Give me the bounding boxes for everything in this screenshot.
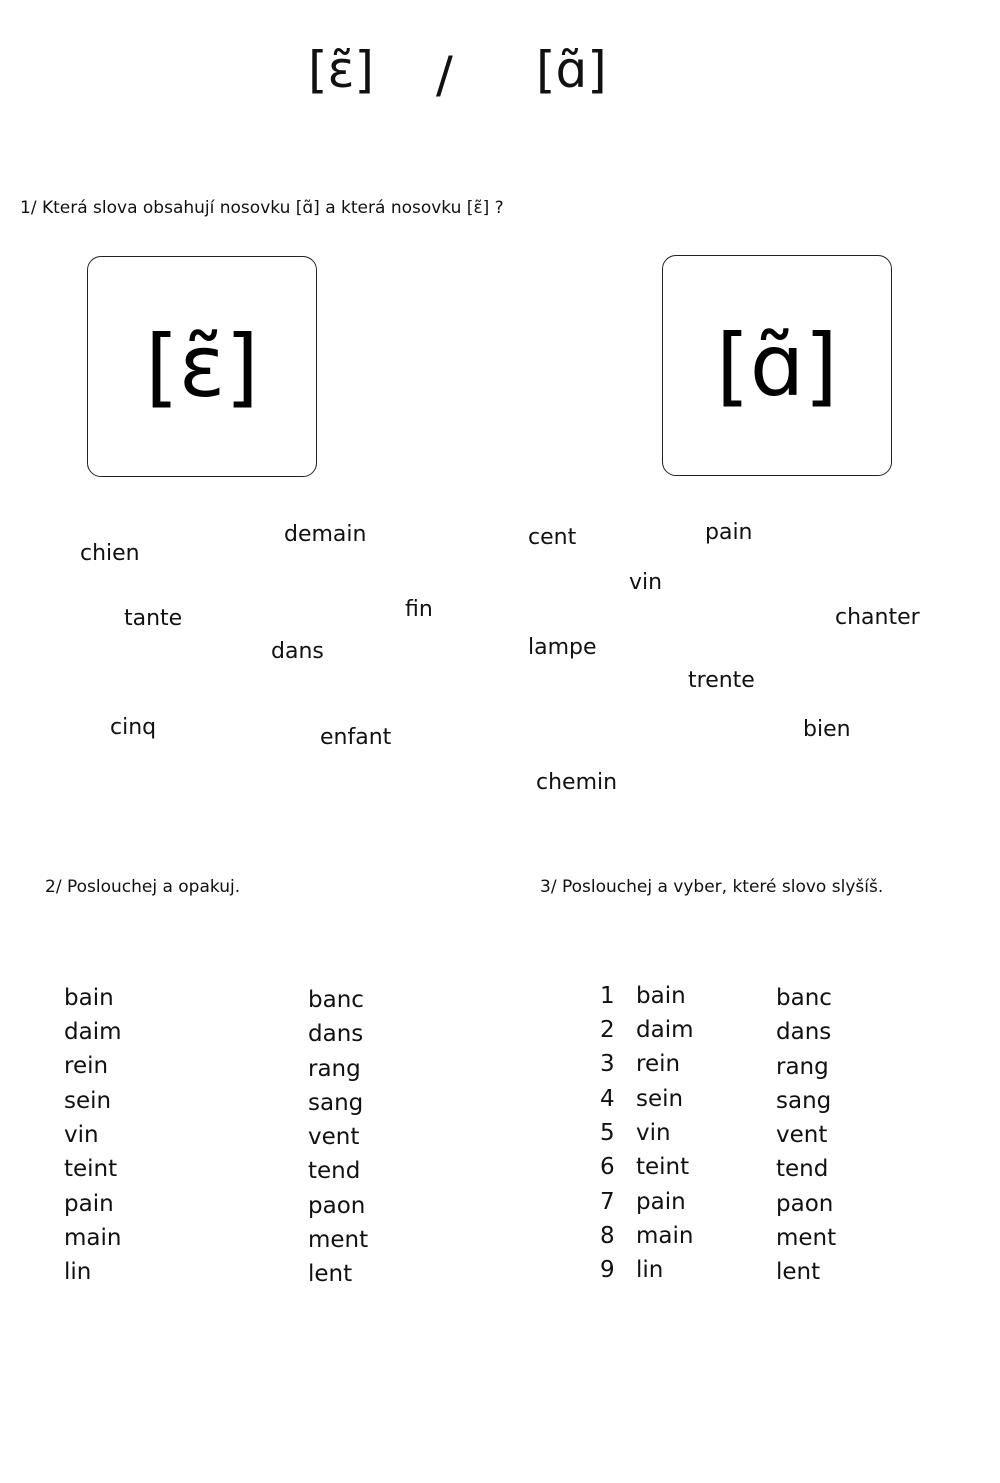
task3-number: 6 bbox=[600, 1154, 615, 1180]
task2-word: daim bbox=[64, 1019, 122, 1045]
draggable-word[interactable]: chanter bbox=[835, 605, 920, 630]
draggable-word[interactable]: chien bbox=[80, 541, 140, 566]
draggable-word[interactable]: enfant bbox=[320, 725, 392, 750]
draggable-word[interactable]: fin bbox=[405, 597, 433, 622]
task3-choice-word[interactable]: daim bbox=[636, 1017, 694, 1043]
task2-word: dans bbox=[308, 1021, 364, 1047]
draggable-word[interactable]: lampe bbox=[528, 635, 597, 660]
task3-choice-word[interactable]: dans bbox=[776, 1019, 832, 1045]
draggable-word[interactable]: cinq bbox=[110, 715, 157, 740]
task3-choice-word[interactable]: vin bbox=[636, 1120, 671, 1146]
title-symbol-a-nasal: [ɑ̃] bbox=[536, 41, 607, 99]
task2-word: rein bbox=[64, 1053, 109, 1079]
task3-choice-word[interactable]: vent bbox=[776, 1122, 828, 1148]
task3-choice-word[interactable]: paon bbox=[776, 1191, 834, 1217]
task2-word: pain bbox=[64, 1191, 114, 1217]
task3-number: 7 bbox=[600, 1189, 615, 1215]
task2-word: sein bbox=[64, 1088, 112, 1114]
task3-choice-word[interactable]: sein bbox=[636, 1086, 684, 1112]
task3-number: 5 bbox=[600, 1120, 615, 1146]
draggable-word[interactable]: pain bbox=[705, 520, 753, 545]
task3-choice-word[interactable]: ment bbox=[776, 1225, 837, 1251]
task3-choice-word[interactable]: lin bbox=[636, 1257, 664, 1283]
drop-box-e-nasal-label: [ɛ̃] bbox=[145, 316, 259, 417]
task3-choice-word[interactable]: teint bbox=[636, 1154, 690, 1180]
draggable-word[interactable]: dans bbox=[271, 639, 324, 664]
title-separator: / bbox=[436, 46, 453, 104]
draggable-word[interactable]: demain bbox=[284, 522, 367, 547]
draggable-word[interactable]: vin bbox=[629, 570, 663, 595]
task3-choice-word[interactable]: lent bbox=[776, 1259, 821, 1285]
drop-box-e-nasal[interactable] bbox=[87, 256, 317, 477]
task2-word: sang bbox=[308, 1090, 364, 1116]
title-symbol-e-nasal: [ɛ̃] bbox=[308, 41, 375, 99]
task2-word: rang bbox=[308, 1056, 361, 1082]
task3-number: 8 bbox=[600, 1223, 615, 1249]
task3-choice-word[interactable]: rein bbox=[636, 1051, 681, 1077]
task1-instruction: 1/ Která slova obsahují nosovku [ɑ̃] a která nosovku [ɛ̃] ? bbox=[20, 198, 504, 218]
task2-word: vent bbox=[308, 1124, 360, 1150]
draggable-word[interactable]: cent bbox=[528, 525, 577, 550]
drop-box-a-nasal[interactable] bbox=[662, 255, 892, 476]
task3-choice-word[interactable]: rang bbox=[776, 1054, 829, 1080]
task2-word: bain bbox=[64, 985, 114, 1011]
task3-number: 9 bbox=[600, 1257, 615, 1283]
task3-choice-word[interactable]: bain bbox=[636, 983, 686, 1009]
drop-box-a-nasal-label: [ɑ̃] bbox=[716, 315, 838, 416]
task3-number: 3 bbox=[600, 1051, 615, 1077]
task2-word: paon bbox=[308, 1193, 366, 1219]
task2-word: main bbox=[64, 1225, 122, 1251]
draggable-word[interactable]: bien bbox=[803, 717, 851, 742]
task3-instruction: 3/ Poslouchej a vyber, které slovo slyšíš. bbox=[540, 877, 884, 897]
task3-choice-word[interactable]: banc bbox=[776, 985, 832, 1011]
task2-word: vin bbox=[64, 1122, 99, 1148]
task3-number: 4 bbox=[600, 1086, 615, 1112]
task2-word: lin bbox=[64, 1259, 92, 1285]
draggable-word[interactable]: tante bbox=[124, 606, 183, 631]
task3-choice-word[interactable]: pain bbox=[636, 1189, 686, 1215]
task2-word: ment bbox=[308, 1227, 369, 1253]
task3-choice-word[interactable]: tend bbox=[776, 1156, 829, 1182]
task3-choice-word[interactable]: sang bbox=[776, 1088, 832, 1114]
draggable-word[interactable]: trente bbox=[688, 668, 755, 693]
task3-number: 1 bbox=[600, 983, 615, 1009]
task2-word: tend bbox=[308, 1158, 361, 1184]
task2-instruction: 2/ Poslouchej a opakuj. bbox=[45, 877, 241, 897]
task2-word: banc bbox=[308, 987, 364, 1013]
draggable-word[interactable]: chemin bbox=[536, 770, 618, 795]
task2-word: teint bbox=[64, 1156, 118, 1182]
task2-word: lent bbox=[308, 1261, 353, 1287]
task3-number: 2 bbox=[600, 1017, 615, 1043]
task3-choice-word[interactable]: main bbox=[636, 1223, 694, 1249]
